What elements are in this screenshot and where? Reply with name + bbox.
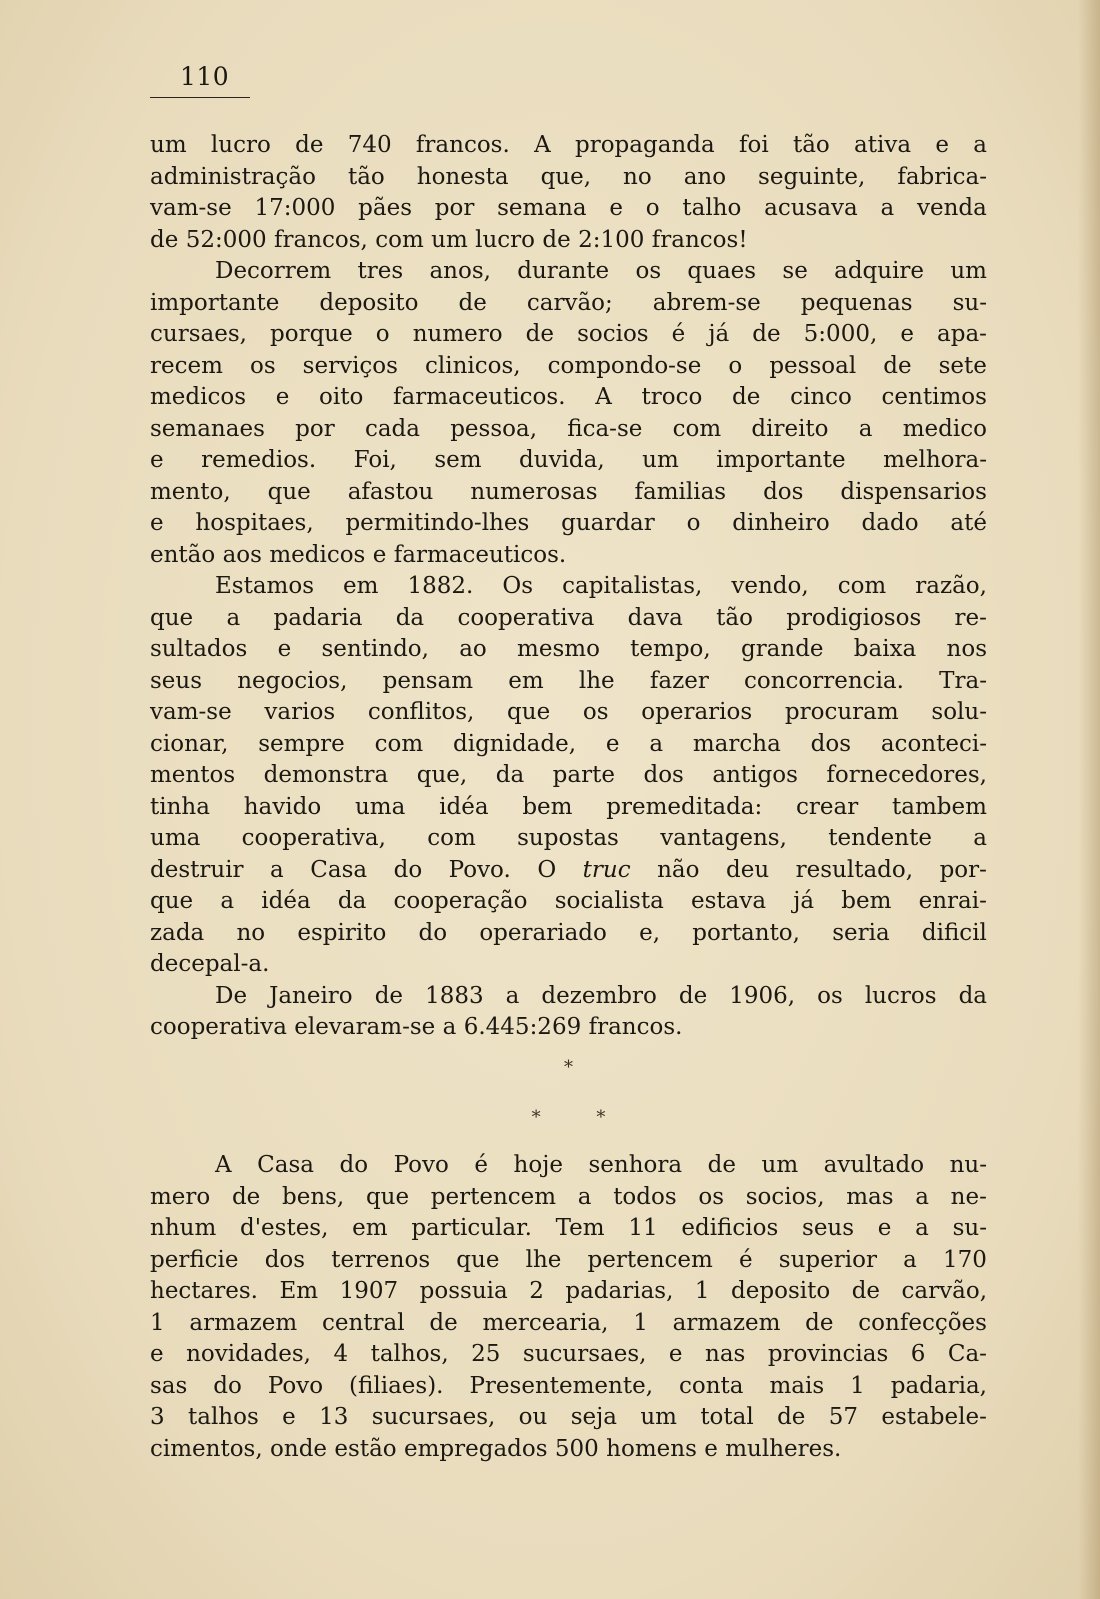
text-line: mentos demonstra que, da parte dos antigos fornecedores, <box>150 762 987 788</box>
page-number-rule <box>150 97 250 98</box>
text-line: sultados e sentindo, ao mesmo tempo, grande baixa nos <box>150 636 987 662</box>
text-line: hectares. Em 1907 possuia 2 padarias, 1 deposito de carvão, <box>150 1278 987 1304</box>
text-line: vam-se 17:000 pães por semana e o talho acusava a venda <box>150 195 987 221</box>
text-line: seus negocios, pensam em lhe fazer concorrencia. Tra- <box>150 667 987 694</box>
text-line: e remedios. Foi, sem duvida, um importante melhora- <box>150 447 987 473</box>
text-line: perficie dos terrenos que lhe pertencem é superior a 170 <box>150 1246 987 1273</box>
text-line: semanaes por cada pessoa, fica-se com direito a medico <box>150 415 987 442</box>
text-line: A Casa do Povo é hoje senhora de um avultado nu- <box>215 1152 987 1178</box>
text-line: 3 talhos e 13 sucursaes, ou seja um total de 57 estabele- <box>150 1404 987 1430</box>
text-line: nhum d'estes, em particular. Tem 11 edificios seus e a su- <box>150 1215 987 1241</box>
text-line: mento, que afastou numerosas familias dos dispensarios <box>150 478 987 505</box>
text-line: sas do Povo (filiaes). Presentemente, conta mais 1 padaria, <box>150 1372 987 1399</box>
text-block-main <box>150 130 987 1044</box>
text-line: e hospitaes, permitindo-lhes guardar o dinheiro dado até <box>150 510 987 536</box>
text-line: administração tão honesta que, no ano seguinte, fabrica- <box>150 163 987 190</box>
text-line: Estamos em 1882. Os capitalistas, vendo, com razão, <box>215 573 987 599</box>
section-break-asterisk-top: * <box>564 1057 573 1078</box>
page-number: 110 <box>180 62 230 91</box>
text-line: medicos e oito farmaceuticos. A troco de cinco centimos <box>150 384 987 410</box>
text-line: um lucro de 740 francos. A propaganda foi tão ativa e a <box>150 132 987 158</box>
text-line: importante deposito de carvão; abrem-se pequenas su- <box>150 289 987 316</box>
text-line: uma cooperativa, com supostas vantagens, tendente a <box>150 825 987 851</box>
section-break-asterisks-bottom: * * <box>531 1107 606 1128</box>
text-line: Decorrem tres anos, durante os quaes se adquire um <box>215 258 987 284</box>
text-line: e novidades, 4 talhos, 25 sucursaes, e nas provincias 6 Ca- <box>150 1341 987 1367</box>
page-spine-shadow <box>1078 0 1100 1599</box>
text-line: de 52:000 francos, com um lucro de 2:100 francos! <box>150 226 748 253</box>
text-line: tinha havido uma idéa bem premeditada: crear tambem <box>150 793 987 820</box>
text-line: cionar, sempre com dignidade, e a marcha dos aconteci- <box>150 730 987 757</box>
text-line: destruir a Casa do Povo. O truc não deu resultado, por- <box>150 856 987 883</box>
text-block-second <box>150 1150 987 1465</box>
text-line: decepal-a. <box>150 951 270 977</box>
text-line: recem os serviços clinicos, compondo-se o pessoal de sete <box>150 352 987 379</box>
text-line: mero de bens, que pertencem a todos os socios, mas a ne- <box>150 1183 987 1210</box>
text-line: que a idéa da cooperação socialista estava já bem enrai- <box>150 888 987 914</box>
text-line: que a padaria da cooperativa dava tão prodigiosos re- <box>150 604 987 631</box>
text-line: cooperativa elevaram-se a 6.445:269 francos. <box>150 1014 683 1040</box>
text-line: zada no espirito do operariado e, portanto, seria dificil <box>150 919 987 946</box>
text-line: então aos medicos e farmaceuticos. <box>150 541 567 568</box>
text-line: 1 armazem central de mercearia, 1 armazem de confecções <box>150 1309 987 1336</box>
text-line: cursaes, porque o numero de socios é já de 5:000, e apa- <box>150 321 987 347</box>
text-line: De Janeiro de 1883 a dezembro de 1906, os lucros da <box>215 982 987 1009</box>
text-line: cimentos, onde estão empregados 500 homens e mulheres. <box>150 1435 842 1462</box>
text-line: vam-se varios conflitos, que os operarios procuram solu- <box>150 699 987 725</box>
